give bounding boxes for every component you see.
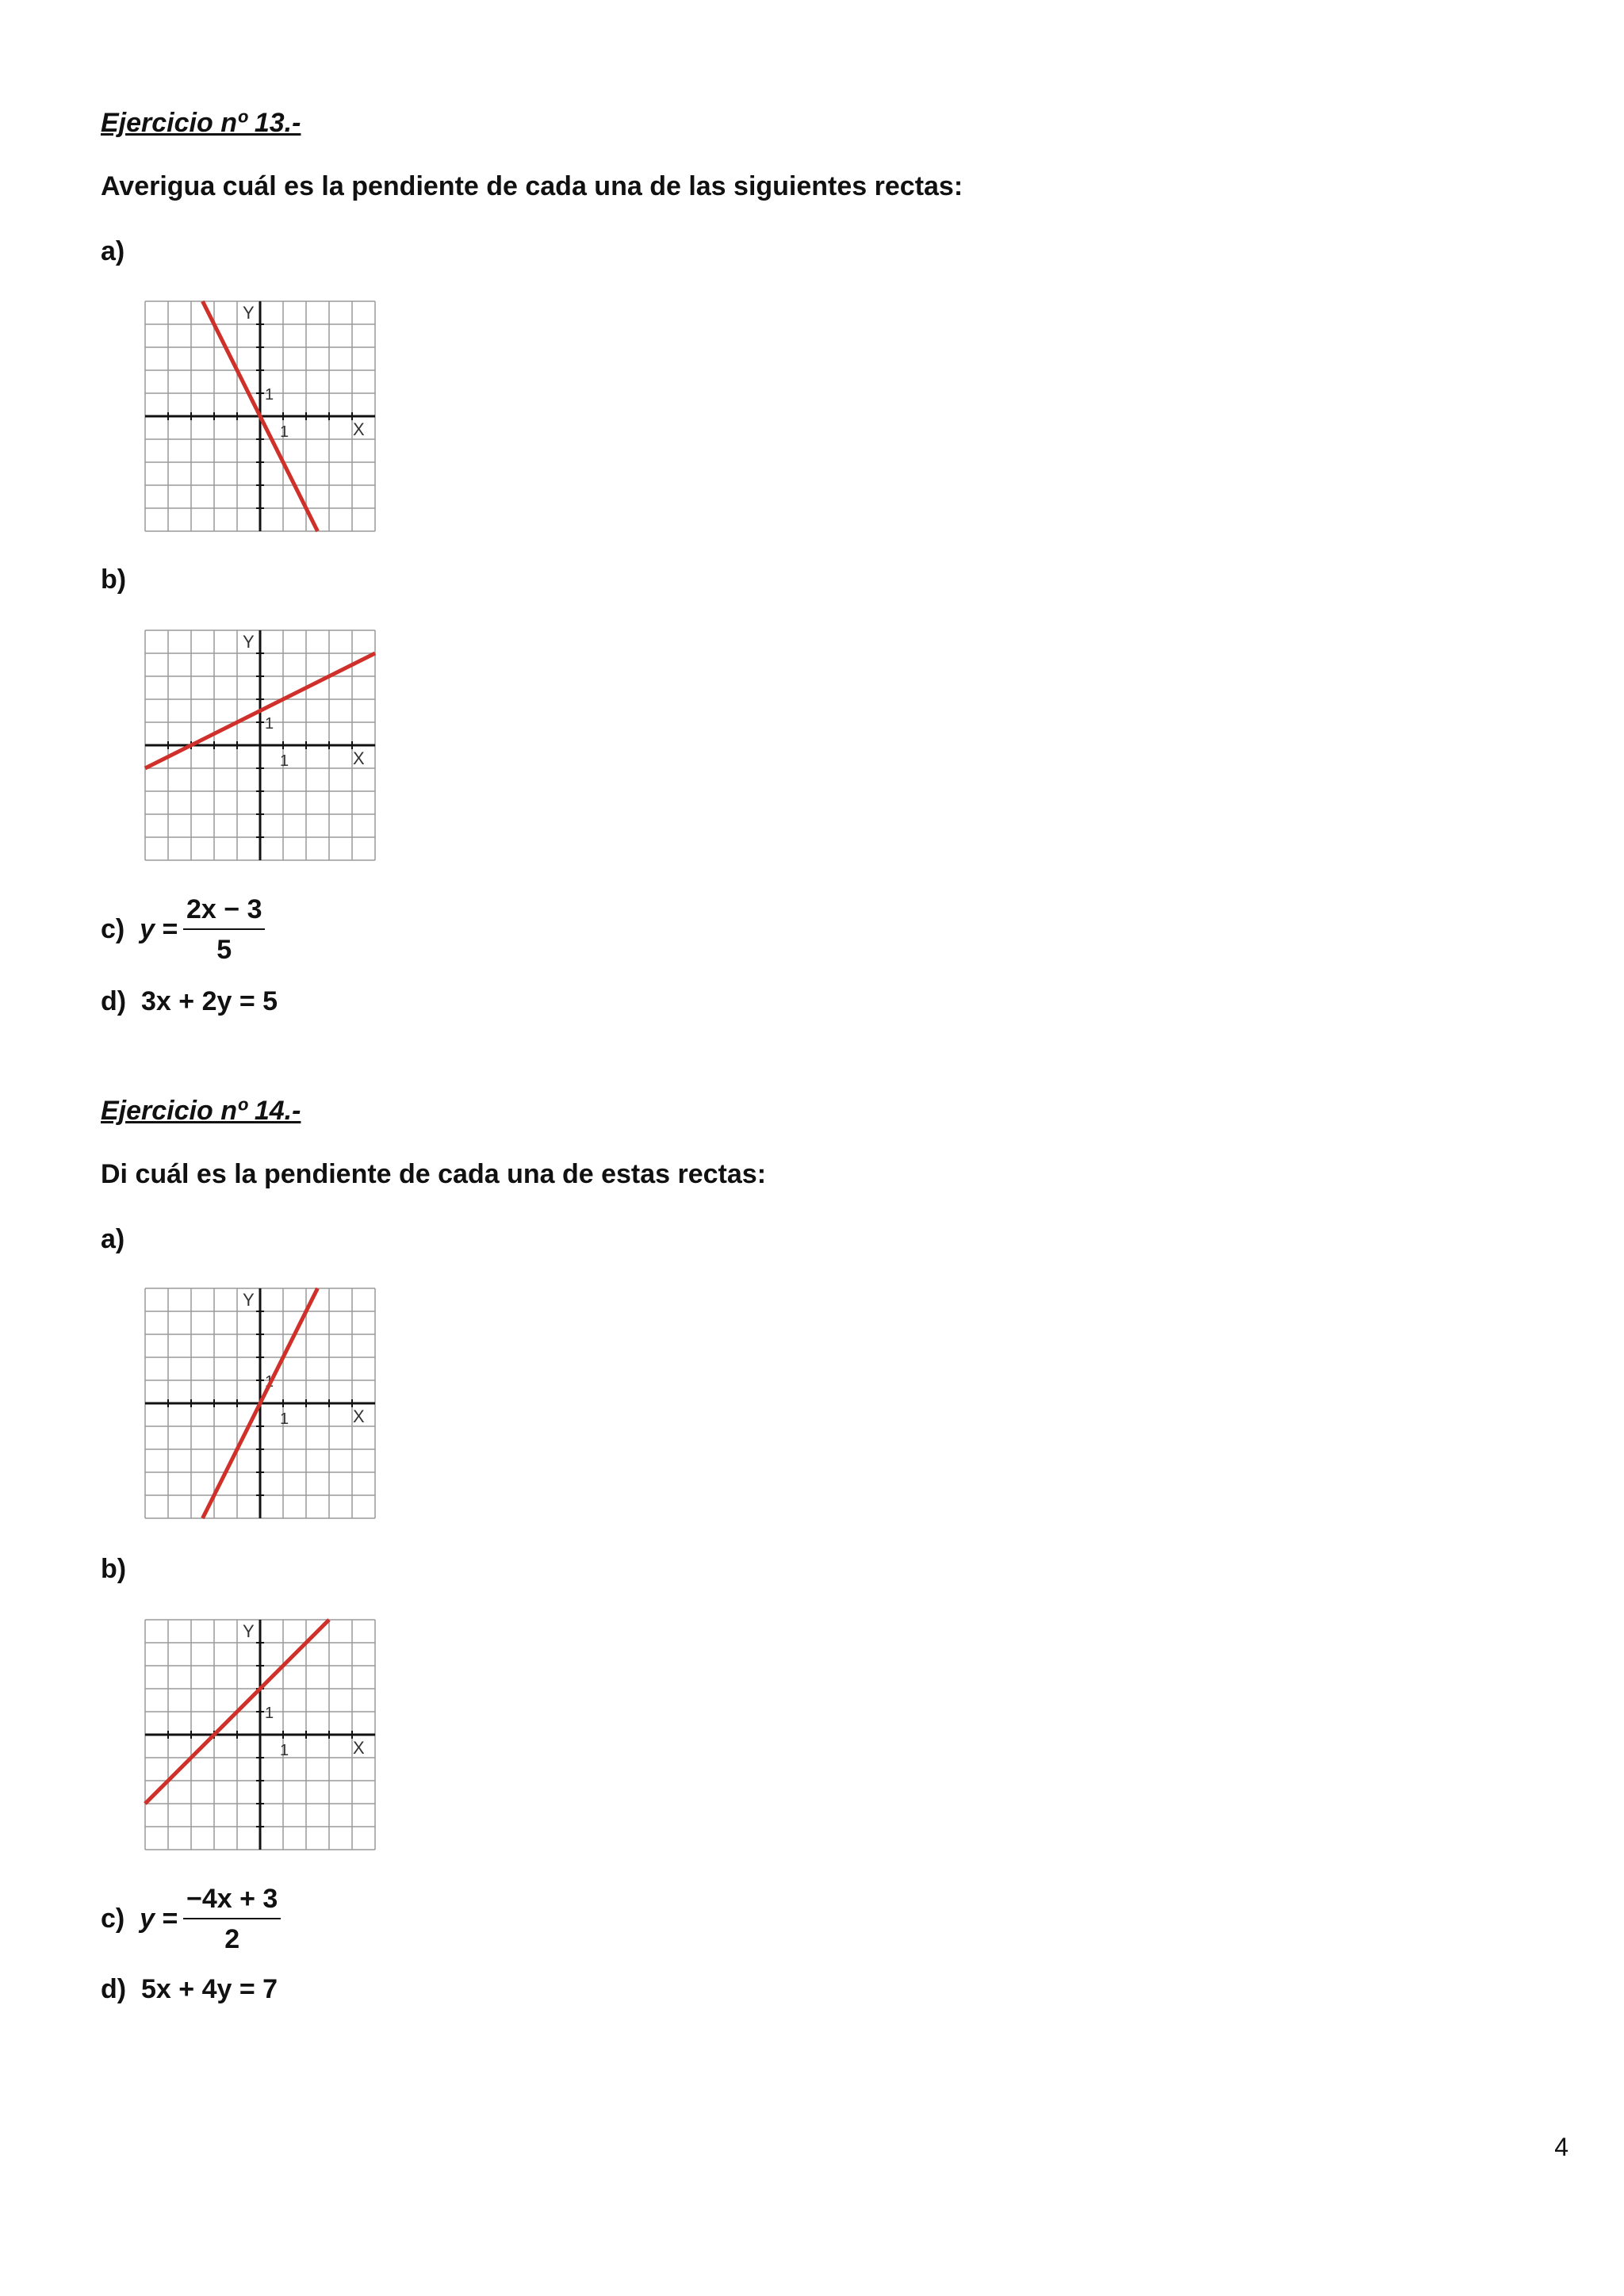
ex14-d-label: d) (101, 1974, 127, 2004)
ex13-d-expr: 3x + 2y = 5 (141, 986, 278, 1016)
ex13-d-label: d) (101, 986, 127, 1016)
ex13-c-lhs-var: y (140, 914, 155, 944)
unit-label-y: 1 (265, 715, 274, 733)
ex14-c-lhs-var: y (140, 1904, 155, 1934)
unit-label-y: 1 (265, 1705, 274, 1722)
exercise-14-title: Ejercicio nº 14.- (101, 1096, 301, 1126)
ex14-d-expr: 5x + 4y = 7 (141, 1974, 278, 2004)
y-axis-label: Y (243, 1621, 255, 1641)
ex14-c-fraction (183, 1884, 281, 1955)
ex14-c-label: c) (101, 1904, 125, 1934)
unit-label-x: 1 (280, 1410, 289, 1428)
graph-ex13-a (141, 297, 379, 535)
ex14-a-label: a) (101, 1224, 125, 1254)
page-number: 4 (1554, 2133, 1568, 2161)
y-axis-label: Y (243, 632, 255, 652)
ex13-c-fraction (183, 894, 265, 966)
exercise-13-title: Ejercicio nº 13.- (101, 108, 301, 138)
unit-label-y: 1 (265, 1373, 274, 1391)
unit-label-y: 1 (265, 386, 274, 404)
ex13-c-denominator: 5 (216, 935, 232, 965)
graph-ex14-b (141, 1616, 379, 1854)
x-axis-label: X (353, 1406, 365, 1426)
exercise-14-prompt: Di cuál es la pendiente de cada una de estas rectas: (101, 1159, 767, 1189)
x-axis-label: X (353, 748, 365, 768)
ex13-a-label: a) (101, 236, 125, 266)
ex14-b-label: b) (101, 1554, 127, 1584)
graph-ex13-b (141, 626, 379, 864)
ex14-c-denominator: 2 (224, 1924, 240, 1954)
ex14-c-numerator: −4x + 3 (183, 1884, 281, 1919)
ex14-d-equation (101, 1974, 278, 2005)
ex13-c-numerator: 2x − 3 (183, 894, 265, 930)
ex13-c-label: c) (101, 914, 125, 944)
x-axis-label: X (353, 1738, 365, 1758)
y-axis-label: Y (243, 303, 255, 323)
graph-ex14-a (141, 1284, 379, 1522)
ex13-b-label: b) (101, 564, 127, 595)
unit-label-x: 1 (280, 423, 289, 441)
ex14-c-equals: = (162, 1904, 178, 1934)
unit-label-x: 1 (280, 752, 289, 770)
y-axis-label: Y (243, 1290, 255, 1310)
unit-label-x: 1 (280, 1742, 289, 1759)
x-axis-label: X (353, 419, 365, 439)
ex13-d-equation (101, 986, 278, 1017)
ex13-c-equals: = (162, 914, 178, 944)
exercise-13-prompt: Averigua cuál es la pendiente de cada una de las siguientes rectas: (101, 171, 963, 201)
